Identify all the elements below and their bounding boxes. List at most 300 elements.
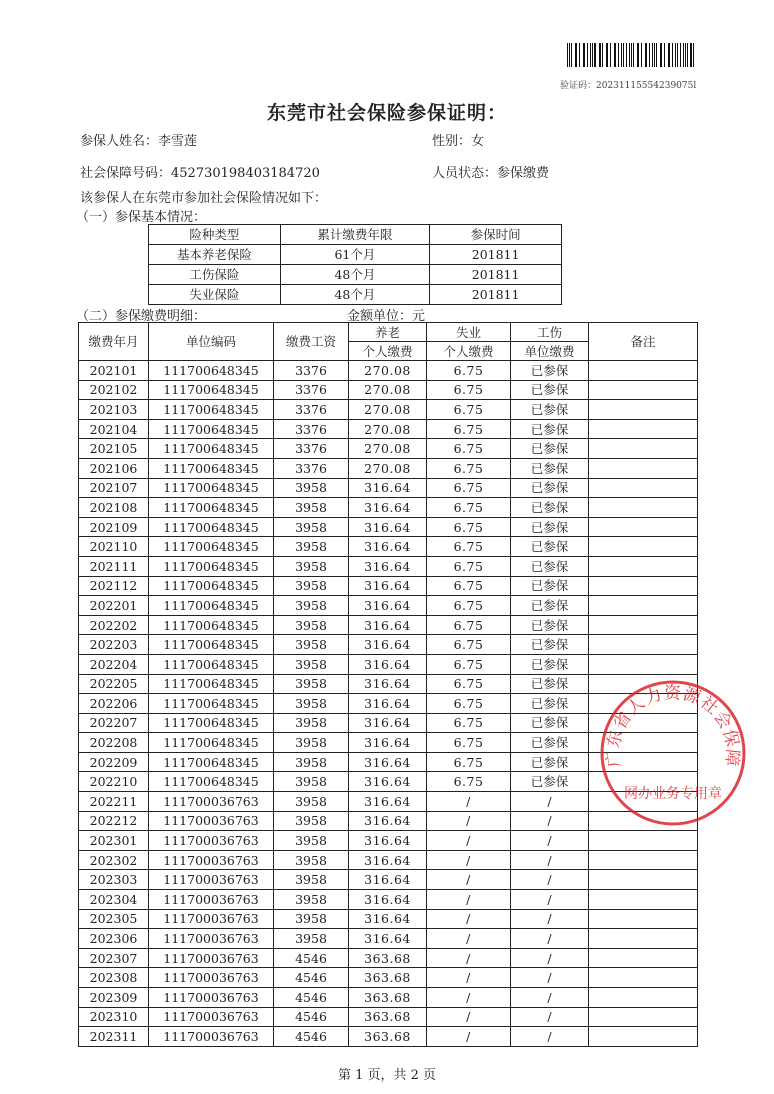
basic-cell: 61个月	[280, 245, 430, 265]
cell-month: 202301	[79, 831, 149, 851]
cell-month: 202302	[79, 850, 149, 870]
cell-pension: 363.68	[349, 948, 427, 968]
basic-row	[149, 285, 562, 305]
cell-pension: 316.64	[349, 478, 427, 498]
cell-unit-code: 111700036763	[149, 909, 274, 929]
cell-remarks	[589, 968, 698, 988]
cell-wage: 3958	[274, 615, 349, 635]
barcode-bar	[626, 43, 627, 67]
cell-unemployment: /	[427, 968, 511, 988]
cell-unit-code: 111700036763	[149, 1027, 274, 1047]
cell-injury: 已参保	[511, 694, 589, 714]
basic-cell: 失业保险	[149, 285, 281, 305]
cell-unit-code: 111700648345	[149, 576, 274, 596]
table-row	[79, 635, 698, 655]
cell-remarks	[589, 361, 698, 381]
cell-unit-code: 111700648345	[149, 635, 274, 655]
table-row	[79, 1027, 698, 1047]
cell-pension: 316.64	[349, 615, 427, 635]
cell-pension: 363.68	[349, 1027, 427, 1047]
basic-cell: 201811	[430, 285, 562, 305]
cell-wage: 3958	[274, 870, 349, 890]
cell-month: 202101	[79, 361, 149, 381]
cell-wage: 3958	[274, 596, 349, 616]
cell-unemployment: 6.75	[427, 361, 511, 381]
table-row	[79, 831, 698, 851]
cell-month: 202306	[79, 929, 149, 949]
svg-text:网办业务专用章: 网办业务专用章	[624, 786, 722, 802]
cell-injury: 已参保	[511, 615, 589, 635]
cell-pension: 316.64	[349, 870, 427, 890]
cell-wage: 4546	[274, 1027, 349, 1047]
cell-wage: 3958	[274, 498, 349, 518]
cell-remarks	[589, 850, 698, 870]
cell-injury: 已参保	[511, 517, 589, 537]
cell-month: 202102	[79, 380, 149, 400]
cell-unit-code: 111700648345	[149, 752, 274, 772]
barcode-bar	[690, 43, 691, 67]
cell-unit-code: 111700648345	[149, 380, 274, 400]
barcode-bar	[646, 43, 647, 67]
cell-injury: /	[511, 831, 589, 851]
cell-remarks	[589, 498, 698, 518]
cell-unemployment: 6.75	[427, 517, 511, 537]
cell-month: 202310	[79, 1007, 149, 1027]
cell-wage: 3376	[274, 400, 349, 420]
cell-unemployment: 6.75	[427, 772, 511, 792]
cell-unit-code: 111700648345	[149, 458, 274, 478]
cell-pension: 316.64	[349, 733, 427, 753]
cell-pension: 316.64	[349, 890, 427, 910]
cell-pension: 363.68	[349, 1007, 427, 1027]
status-value: 参保缴费	[497, 166, 550, 181]
cell-month: 202303	[79, 870, 149, 890]
table-row	[79, 615, 698, 635]
table-row	[79, 929, 698, 949]
cell-injury: 已参保	[511, 772, 589, 792]
cell-wage: 3376	[274, 380, 349, 400]
cell-wage: 3958	[274, 694, 349, 714]
cell-wage: 3958	[274, 537, 349, 557]
cell-month: 202103	[79, 400, 149, 420]
barcode-bar	[590, 43, 591, 67]
table-row	[79, 361, 698, 381]
cell-month: 202308	[79, 968, 149, 988]
cell-remarks	[589, 870, 698, 890]
barcode-bar	[567, 43, 568, 67]
barcode-bar	[594, 43, 595, 67]
table-row	[79, 576, 698, 596]
cell-remarks	[589, 1027, 698, 1047]
cell-month: 202305	[79, 909, 149, 929]
table-row	[79, 478, 698, 498]
cell-unit-code: 111700648345	[149, 596, 274, 616]
cell-month: 202104	[79, 419, 149, 439]
cell-wage: 3958	[274, 733, 349, 753]
cell-pension: 316.64	[349, 831, 427, 851]
name-label: 参保人姓名：	[80, 134, 159, 149]
name-line	[80, 130, 197, 149]
cell-unemployment: 6.75	[427, 400, 511, 420]
cell-month: 202311	[79, 1027, 149, 1047]
amount-unit: 金额单位：元	[347, 309, 426, 324]
table-row	[79, 498, 698, 518]
cell-month: 202203	[79, 635, 149, 655]
cell-unit-code: 111700036763	[149, 870, 274, 890]
cell-unemployment: 6.75	[427, 498, 511, 518]
basic-cell: 48个月	[280, 285, 430, 305]
cell-pension: 316.64	[349, 635, 427, 655]
cell-unemployment: /	[427, 831, 511, 851]
basic-cell: 201811	[430, 245, 562, 265]
barcode	[567, 43, 695, 67]
cell-injury: /	[511, 988, 589, 1008]
cell-unemployment: 6.75	[427, 694, 511, 714]
cell-month: 202201	[79, 596, 149, 616]
barcode-bar	[575, 43, 576, 67]
gender-value: 女	[471, 134, 485, 149]
cell-unemployment: /	[427, 850, 511, 870]
ssn-line	[80, 162, 320, 181]
basic-cell: 48个月	[280, 265, 430, 285]
header-wage: 缴费工资	[274, 323, 349, 361]
table-row	[79, 948, 698, 968]
cell-unemployment: 6.75	[427, 713, 511, 733]
cell-remarks	[589, 439, 698, 459]
cell-wage: 3958	[274, 850, 349, 870]
cell-pension: 270.08	[349, 439, 427, 459]
cell-injury: /	[511, 909, 589, 929]
table-row	[79, 439, 698, 459]
cell-unemployment: 6.75	[427, 674, 511, 694]
detail-header-row	[79, 323, 698, 342]
cell-unemployment: 6.75	[427, 556, 511, 576]
basic-cell: 201811	[430, 265, 562, 285]
cell-pension: 316.64	[349, 909, 427, 929]
cell-month: 202207	[79, 713, 149, 733]
cell-injury: 已参保	[511, 713, 589, 733]
barcode-bar	[656, 43, 657, 67]
cell-month: 202109	[79, 517, 149, 537]
cell-remarks	[589, 929, 698, 949]
barcode-bar	[633, 43, 634, 67]
cell-month: 202209	[79, 752, 149, 772]
cell-remarks	[589, 400, 698, 420]
cell-injury: 已参保	[511, 478, 589, 498]
cell-unit-code: 111700648345	[149, 419, 274, 439]
cell-unit-code: 111700648345	[149, 439, 274, 459]
cell-month: 202110	[79, 537, 149, 557]
cell-wage: 3958	[274, 517, 349, 537]
table-row	[79, 400, 698, 420]
cell-unit-code: 111700036763	[149, 1007, 274, 1027]
cell-injury: /	[511, 870, 589, 890]
cell-wage: 4546	[274, 948, 349, 968]
cell-pension: 316.64	[349, 537, 427, 557]
cell-injury: /	[511, 850, 589, 870]
cell-unemployment: 6.75	[427, 478, 511, 498]
cell-injury: /	[511, 929, 589, 949]
cell-month: 202211	[79, 792, 149, 812]
cell-unit-code: 111700648345	[149, 361, 274, 381]
cell-month: 202107	[79, 478, 149, 498]
barcode-bar	[664, 43, 665, 67]
header-remarks: 备注	[589, 323, 698, 361]
cell-remarks	[589, 576, 698, 596]
cell-wage: 3376	[274, 361, 349, 381]
cell-injury: 已参保	[511, 733, 589, 753]
cell-wage: 3958	[274, 890, 349, 910]
cell-unit-code: 111700648345	[149, 517, 274, 537]
barcode-bar	[638, 43, 639, 67]
cell-unemployment: /	[427, 890, 511, 910]
cell-unit-code: 111700036763	[149, 988, 274, 1008]
ssn-label: 社会保障号码：	[80, 166, 172, 181]
cell-unit-code: 111700648345	[149, 537, 274, 557]
basic-info-table	[148, 224, 562, 305]
cell-month: 202304	[79, 890, 149, 910]
cell-month: 202206	[79, 694, 149, 714]
barcode-bar	[614, 43, 615, 67]
cell-wage: 3958	[274, 576, 349, 596]
cell-wage: 3958	[274, 478, 349, 498]
cell-pension: 270.08	[349, 400, 427, 420]
cell-pension: 316.64	[349, 556, 427, 576]
table-row	[79, 968, 698, 988]
header-cell: 险种类型	[149, 225, 281, 245]
cell-remarks	[589, 478, 698, 498]
cell-pension: 316.64	[349, 498, 427, 518]
cell-injury: 已参保	[511, 498, 589, 518]
cell-unit-code: 111700648345	[149, 674, 274, 694]
cell-remarks	[589, 615, 698, 635]
table-row	[79, 556, 698, 576]
table-row	[79, 596, 698, 616]
cell-unemployment: 6.75	[427, 654, 511, 674]
cell-injury: /	[511, 811, 589, 831]
insured-name: 李雪莲	[158, 134, 198, 149]
cell-injury: /	[511, 948, 589, 968]
cell-unemployment: 6.75	[427, 752, 511, 772]
cell-wage: 3958	[274, 909, 349, 929]
cell-pension: 316.64	[349, 517, 427, 537]
header-injury: 工伤	[511, 323, 589, 342]
table-row	[79, 850, 698, 870]
cell-pension: 316.64	[349, 752, 427, 772]
svg-text:广东省人力资源社会保障: 广东省人力资源社会保障	[603, 683, 743, 769]
header-unit-code: 单位编码	[149, 323, 274, 361]
header-month: 缴费年月	[79, 323, 149, 361]
header-pension: 养老	[349, 323, 427, 342]
cell-month: 202106	[79, 458, 149, 478]
cell-injury: 已参保	[511, 576, 589, 596]
cell-month: 202108	[79, 498, 149, 518]
cell-pension: 363.68	[349, 988, 427, 1008]
cell-month: 202202	[79, 615, 149, 635]
cell-wage: 4546	[274, 968, 349, 988]
cell-injury: /	[511, 792, 589, 812]
cell-unit-code: 111700648345	[149, 772, 274, 792]
cell-wage: 3958	[274, 792, 349, 812]
cell-unit-code: 111700036763	[149, 831, 274, 851]
cell-unit-code: 111700648345	[149, 498, 274, 518]
cell-remarks	[589, 635, 698, 655]
intro-text: 该参保人在东莞市参加社会保险情况如下：	[80, 191, 328, 206]
cell-unemployment: /	[427, 1007, 511, 1027]
cell-remarks	[589, 1007, 698, 1027]
cell-pension: 316.64	[349, 850, 427, 870]
cell-pension: 316.64	[349, 654, 427, 674]
table-row	[79, 517, 698, 537]
cell-injury: 已参保	[511, 674, 589, 694]
cell-injury: 已参保	[511, 654, 589, 674]
cell-wage: 3958	[274, 929, 349, 949]
cell-unit-code: 111700648345	[149, 615, 274, 635]
page-number: 第 1 页，共 2 页	[337, 1068, 437, 1083]
cell-month: 202105	[79, 439, 149, 459]
cell-unit-code: 111700036763	[149, 948, 274, 968]
cell-injury: 已参保	[511, 380, 589, 400]
cell-remarks	[589, 596, 698, 616]
cell-remarks	[589, 909, 698, 929]
cell-wage: 3958	[274, 654, 349, 674]
cell-unemployment: 6.75	[427, 419, 511, 439]
cell-unit-code: 111700648345	[149, 713, 274, 733]
cell-unemployment: 6.75	[427, 537, 511, 557]
header-injury-sub: 单位缴费	[511, 342, 589, 361]
cell-remarks	[589, 831, 698, 851]
cell-pension: 316.64	[349, 674, 427, 694]
cell-unit-code: 111700036763	[149, 890, 274, 910]
cell-remarks	[589, 988, 698, 1008]
table-row	[79, 419, 698, 439]
basic-header-row	[149, 225, 562, 245]
cell-unemployment: 6.75	[427, 439, 511, 459]
header-cell: 参保时间	[430, 225, 562, 245]
cell-unit-code: 111700036763	[149, 968, 274, 988]
cell-pension: 270.08	[349, 419, 427, 439]
cell-unit-code: 111700648345	[149, 400, 274, 420]
cell-remarks	[589, 458, 698, 478]
cell-wage: 3958	[274, 752, 349, 772]
cell-pension: 316.64	[349, 596, 427, 616]
cell-injury: 已参保	[511, 400, 589, 420]
gender-line	[432, 130, 484, 149]
cell-unit-code: 111700648345	[149, 694, 274, 714]
cell-wage: 4546	[274, 1007, 349, 1027]
cell-unemployment: /	[427, 948, 511, 968]
barcode-bar	[654, 43, 655, 67]
cell-month: 202210	[79, 772, 149, 792]
barcode-bar	[677, 43, 678, 67]
cell-unemployment: 6.75	[427, 635, 511, 655]
basic-row	[149, 245, 562, 265]
cell-remarks	[589, 948, 698, 968]
cell-unemployment: /	[427, 929, 511, 949]
barcode-bar	[610, 43, 611, 67]
cell-unit-code: 111700648345	[149, 654, 274, 674]
basic-cell: 基本养老保险	[149, 245, 281, 265]
cell-injury: 已参保	[511, 361, 589, 381]
gender-label: 性别：	[432, 134, 472, 149]
cell-wage: 3958	[274, 713, 349, 733]
cell-wage: 3958	[274, 772, 349, 792]
barcode-bar	[621, 43, 622, 67]
cell-remarks	[589, 517, 698, 537]
header-cell: 累计缴费年限	[280, 225, 430, 245]
barcode-bar	[669, 43, 670, 67]
cell-pension: 270.08	[349, 361, 427, 381]
cell-month: 202309	[79, 988, 149, 1008]
cell-remarks	[589, 380, 698, 400]
cell-month: 202112	[79, 576, 149, 596]
cell-wage: 3958	[274, 674, 349, 694]
header-unemployment-sub: 个人缴费	[427, 342, 511, 361]
cell-pension: 316.64	[349, 694, 427, 714]
cell-unit-code: 111700036763	[149, 929, 274, 949]
cell-unemployment: /	[427, 811, 511, 831]
cell-pension: 316.64	[349, 713, 427, 733]
barcode-bar	[576, 43, 577, 67]
header-unemployment: 失业	[427, 323, 511, 342]
cell-unemployment: 6.75	[427, 576, 511, 596]
cell-injury: /	[511, 968, 589, 988]
cell-month: 202212	[79, 811, 149, 831]
cell-pension: 316.64	[349, 792, 427, 812]
cell-injury: /	[511, 1007, 589, 1027]
table-row	[79, 458, 698, 478]
cell-unit-code: 111700648345	[149, 478, 274, 498]
cell-unemployment: /	[427, 988, 511, 1008]
cell-injury: /	[511, 890, 589, 910]
cell-unemployment: 6.75	[427, 733, 511, 753]
cell-pension: 316.64	[349, 772, 427, 792]
verification-code: 验证码：20231115554239075l	[560, 81, 697, 91]
cell-remarks	[589, 890, 698, 910]
cell-wage: 3958	[274, 556, 349, 576]
cell-pension: 270.08	[349, 380, 427, 400]
cell-unemployment: /	[427, 909, 511, 929]
cell-injury: 已参保	[511, 556, 589, 576]
cell-injury: 已参保	[511, 596, 589, 616]
cell-pension: 363.68	[349, 968, 427, 988]
cell-injury: /	[511, 1027, 589, 1047]
cell-unemployment: 6.75	[427, 380, 511, 400]
cell-remarks	[589, 556, 698, 576]
cell-unemployment: /	[427, 1027, 511, 1047]
cell-injury: 已参保	[511, 419, 589, 439]
cell-remarks	[589, 654, 698, 674]
section-detail-title: （二）参保缴费明细：	[76, 309, 207, 324]
table-row	[79, 890, 698, 910]
cell-remarks	[589, 419, 698, 439]
barcode-bar	[587, 43, 588, 67]
status-label: 人员状态：	[432, 166, 498, 181]
status-line	[432, 162, 549, 181]
cell-unit-code: 111700036763	[149, 850, 274, 870]
barcode-bar	[602, 43, 603, 67]
cell-wage: 4546	[274, 988, 349, 1008]
cell-pension: 270.08	[349, 458, 427, 478]
cell-unemployment: 6.75	[427, 596, 511, 616]
cell-wage: 3376	[274, 439, 349, 459]
cell-unit-code: 111700036763	[149, 811, 274, 831]
cell-wage: 3376	[274, 458, 349, 478]
cell-injury: 已参保	[511, 458, 589, 478]
ssn-value: 452730198403184720	[171, 166, 320, 181]
cell-wage: 3376	[274, 419, 349, 439]
basic-row	[149, 265, 562, 285]
